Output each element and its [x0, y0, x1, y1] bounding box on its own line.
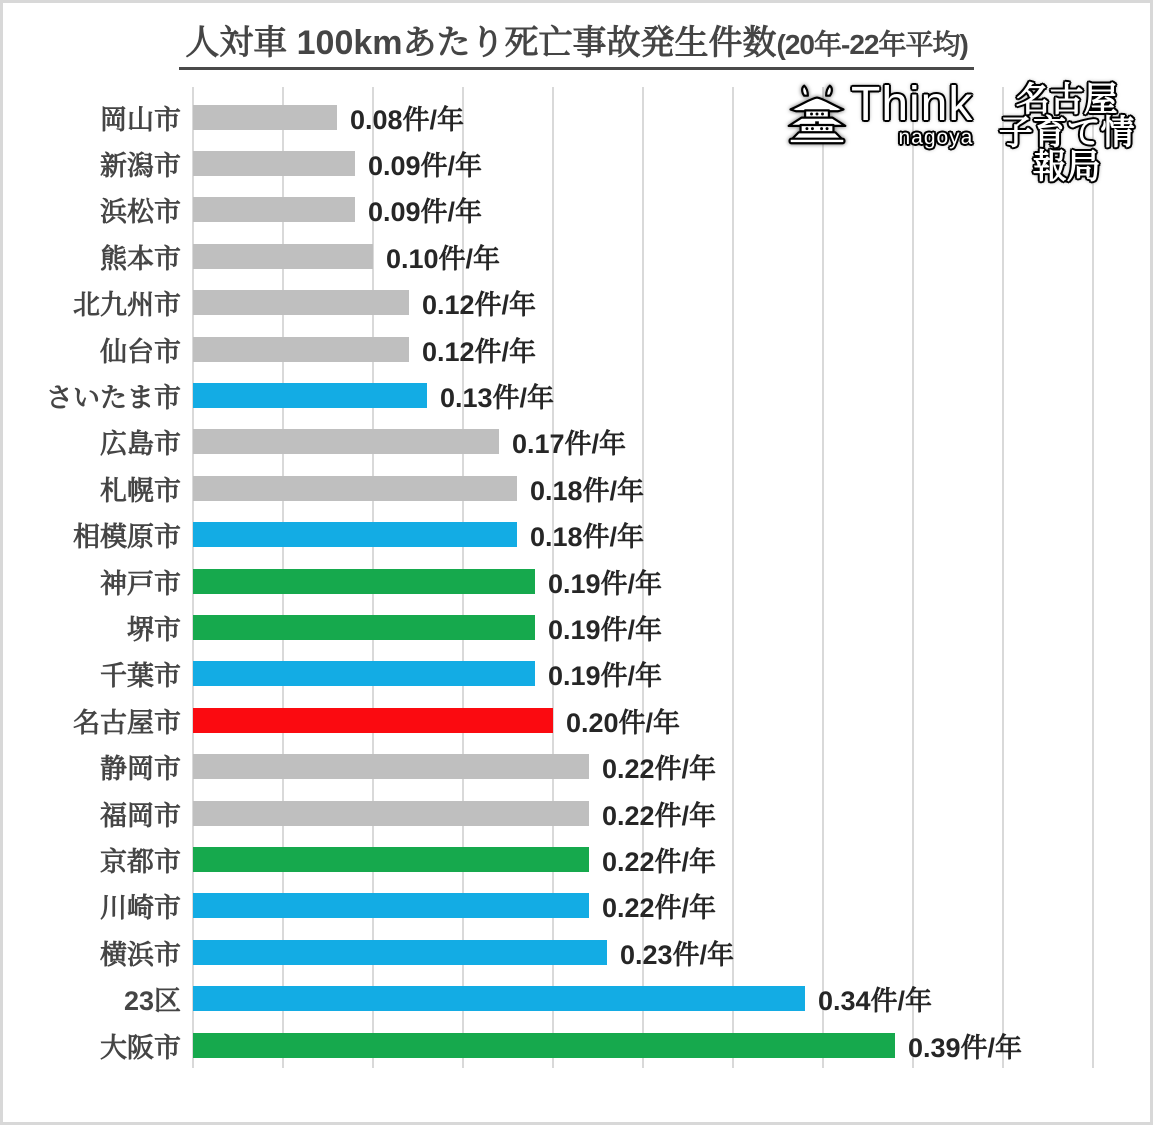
bar-area: [193, 280, 1150, 326]
bar-area: [193, 604, 1150, 650]
bar: [193, 893, 589, 918]
category-label: 大阪市: [100, 1032, 181, 1063]
chart-row: [3, 790, 1150, 836]
value-label: 0.09件/年: [368, 151, 483, 182]
category-label: 京都市: [100, 846, 181, 877]
bar: [193, 754, 589, 779]
chart-row: [3, 604, 1150, 650]
bar-area: [193, 697, 1150, 743]
category-label: 浜松市: [100, 197, 181, 228]
bar: [193, 337, 409, 362]
category-label: 北九州市: [73, 290, 181, 321]
bar: [193, 847, 589, 872]
value-label: 0.39件/年: [908, 1032, 1023, 1063]
bar-area: [193, 465, 1150, 511]
category-label: 静岡市: [100, 754, 181, 785]
chart-row: [3, 558, 1150, 604]
chart-row: [3, 975, 1150, 1021]
logo-brand-subtext: nagoya: [898, 126, 974, 149]
logo-think-nagoya: [785, 78, 1150, 186]
bar-area: [193, 651, 1150, 697]
category-label: 名古屋市: [73, 707, 181, 738]
value-label: 0.22件/年: [602, 800, 717, 831]
bar-area: [193, 929, 1150, 975]
chart-row: [3, 1022, 1150, 1068]
chart-row: [3, 836, 1150, 882]
category-label: 新潟市: [100, 151, 181, 182]
chart-row: [3, 743, 1150, 789]
category-label: 川崎市: [100, 893, 181, 924]
bar-area: [193, 512, 1150, 558]
bar: [193, 429, 499, 454]
chart-row: [3, 187, 1150, 233]
chart-row: [3, 280, 1150, 326]
value-label: 0.18件/年: [530, 522, 645, 553]
category-label: 熊本市: [100, 243, 181, 274]
bar: [193, 615, 535, 640]
bar-area: [193, 326, 1150, 372]
bar-area: [193, 975, 1150, 1021]
chart-row: [3, 419, 1150, 465]
bar-area: [193, 1022, 1150, 1068]
value-label: 0.18件/年: [530, 475, 645, 506]
bar: [193, 1033, 895, 1058]
value-label: 0.19件/年: [548, 568, 663, 599]
category-label: 23区: [123, 986, 181, 1017]
logo-brand-block: [851, 78, 974, 149]
bar-area: [193, 790, 1150, 836]
bar: [193, 569, 535, 594]
chart-row: [3, 326, 1150, 372]
bar: [193, 476, 517, 501]
bar: [193, 197, 355, 222]
bar: [193, 661, 535, 686]
category-label: 広島市: [100, 429, 181, 460]
category-label: 相模原市: [73, 522, 181, 553]
value-label: 0.22件/年: [602, 893, 717, 924]
chart-title: [179, 15, 974, 70]
category-label: 岡山市: [100, 104, 181, 135]
logo-jp-block: [983, 83, 1150, 184]
bar: [193, 986, 805, 1011]
chart-row: [3, 929, 1150, 975]
chart-row: [3, 651, 1150, 697]
value-label: 0.19件/年: [548, 661, 663, 692]
category-label: 神戸市: [100, 568, 181, 599]
bar-area: [193, 883, 1150, 929]
value-label: 0.22件/年: [602, 754, 717, 785]
value-label: 0.10件/年: [386, 243, 501, 274]
value-label: 0.12件/年: [422, 290, 537, 321]
category-label: さいたま市: [46, 383, 181, 414]
bar-area: [193, 836, 1150, 882]
bar-area: [193, 372, 1150, 418]
chart-title-wrap: [3, 15, 1150, 70]
bar: [193, 801, 589, 826]
nagoya-castle-icon: [785, 81, 849, 147]
bar-area: [193, 743, 1150, 789]
bar: [193, 290, 409, 315]
chart-title-main: 人対車 100kmあたり死亡事故発生件数: [185, 24, 777, 62]
chart-row: [3, 465, 1150, 511]
category-label: 横浜市: [100, 939, 181, 970]
bar: [193, 151, 355, 176]
bar-area: [193, 558, 1150, 604]
value-label: 0.08件/年: [350, 104, 465, 135]
bar-area: [193, 419, 1150, 465]
bar-area: [193, 187, 1150, 233]
category-label: 札幌市: [100, 475, 181, 506]
chart-row: [3, 883, 1150, 929]
chart-rows: [3, 94, 1150, 1068]
chart-row: [3, 697, 1150, 743]
category-label: 仙台市: [100, 336, 181, 367]
logo-brand-text: Think: [851, 78, 974, 131]
chart-row: [3, 372, 1150, 418]
value-label: 0.13件/年: [440, 383, 555, 414]
category-label: 福岡市: [100, 800, 181, 831]
bar: [193, 105, 337, 130]
bar: [193, 940, 607, 965]
category-label: 千葉市: [100, 661, 181, 692]
bar: [193, 244, 373, 269]
chart-row: [3, 512, 1150, 558]
value-label: 0.12件/年: [422, 336, 537, 367]
value-label: 0.22件/年: [602, 846, 717, 877]
value-label: 0.23件/年: [620, 939, 735, 970]
value-label: 0.17件/年: [512, 429, 627, 460]
bar-area: [193, 233, 1150, 279]
chart-title-paren: (20年-22年平均): [776, 29, 968, 60]
logo-jp-line1: 名古屋: [1015, 81, 1118, 119]
bar: [193, 383, 427, 408]
bar: [193, 708, 553, 733]
value-label: 0.19件/年: [548, 614, 663, 645]
bar: [193, 522, 517, 547]
chart-row: [3, 233, 1150, 279]
logo-jp-line2: 子育て情報局: [998, 114, 1135, 186]
value-label: 0.09件/年: [368, 197, 483, 228]
value-label: 0.34件/年: [818, 986, 933, 1017]
category-label: 堺市: [127, 614, 181, 645]
value-label: 0.20件/年: [566, 707, 681, 738]
